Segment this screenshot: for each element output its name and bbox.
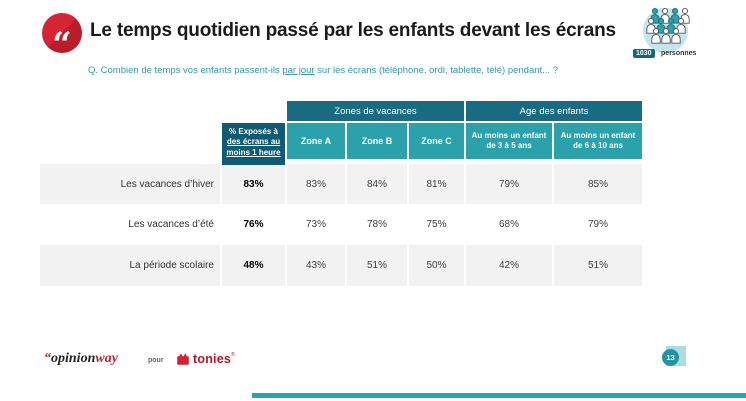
column-header-enfant-6-10: Au moins un enfant de 6 à 10 ans [554, 123, 642, 159]
column-group-zones-vacances: Zones de vacances [287, 101, 464, 121]
page-number-badge: 13 [662, 349, 679, 366]
cell-value: 78% [366, 219, 387, 230]
cell-value: 51% [347, 245, 407, 286]
table-row-vacances-hiver [40, 164, 642, 204]
opinionway-quote: “ [44, 351, 51, 366]
cell-value: 81% [409, 164, 464, 204]
column-header-zone-b: Zone B [347, 123, 407, 159]
table-row-vacances-ete [40, 204, 642, 245]
cell-value: 50% [409, 245, 464, 286]
column-group-header-row [40, 101, 642, 121]
measure-header-start: % Exposés à [229, 127, 278, 136]
cell-value: 84% [347, 164, 407, 204]
cell-value: 85% [554, 164, 642, 204]
tonies-logo [176, 352, 235, 366]
sample-count-badge: 1030 [633, 49, 655, 58]
column-header-zone-c: Zone C [409, 123, 464, 159]
spacer [40, 101, 220, 121]
results-table [40, 101, 642, 286]
measure-header [222, 123, 285, 165]
tonies-box-icon [176, 352, 190, 366]
cell-value: 42% [466, 245, 552, 286]
cell-value: 75% [426, 219, 447, 230]
cell-value: 73% [305, 219, 326, 230]
column-header-zone-a: Zone A [287, 123, 345, 159]
tonies-wordmark: tonies [193, 352, 232, 366]
table-row-periode-scolaire [40, 245, 642, 286]
column-header-enfant-3-5: Au moins un enfant de 3 à 5 ans [466, 123, 552, 159]
row-label: Les vacances d’été [128, 219, 214, 230]
column-group-age-enfants: Age des enfants [466, 101, 642, 121]
sample-caption [633, 45, 696, 63]
question-text-start: Q. Combien de temps vos enfants passent-ils [88, 65, 283, 76]
cell-value: 51% [554, 245, 642, 286]
cell-value: 79% [466, 164, 552, 204]
measure-header-underlined: des écrans au moins 1 heure [226, 137, 281, 157]
people-crowd-icon [639, 4, 701, 46]
opinionway-logo [44, 351, 118, 367]
pour-label: pour [148, 357, 164, 364]
registered-mark: ® [231, 352, 235, 358]
cell-value: 83% [287, 164, 345, 204]
row-label: La période scolaire [40, 245, 220, 286]
opinionway-text-way: way [95, 351, 118, 366]
opinionway-text-opinion: opinion [51, 351, 96, 366]
column-header-row [40, 123, 642, 161]
cell-value: 68% [498, 219, 519, 230]
cell-value: 79% [587, 219, 608, 230]
page-title: Le temps quotidien passé par les enfants devant les écrans [90, 20, 616, 41]
question-underlined-text: par jour [282, 65, 315, 76]
question-text-end: sur les écrans (téléphone, ordi, tablette, télé) pendant... ? [314, 65, 558, 76]
exposed-value: 83% [222, 164, 285, 204]
survey-question [88, 65, 648, 76]
exposed-value: 76% [243, 219, 264, 230]
sample-unit-label: personnes [661, 50, 697, 58]
spacer [40, 123, 220, 161]
bottom-accent-bar [252, 393, 746, 398]
spacer [222, 101, 285, 121]
exposed-value: 48% [222, 245, 285, 286]
quote-icon: “ [42, 13, 82, 53]
sample-size-badge [633, 4, 738, 56]
cell-value: 43% [287, 245, 345, 286]
row-label: Les vacances d’hiver [40, 164, 220, 204]
